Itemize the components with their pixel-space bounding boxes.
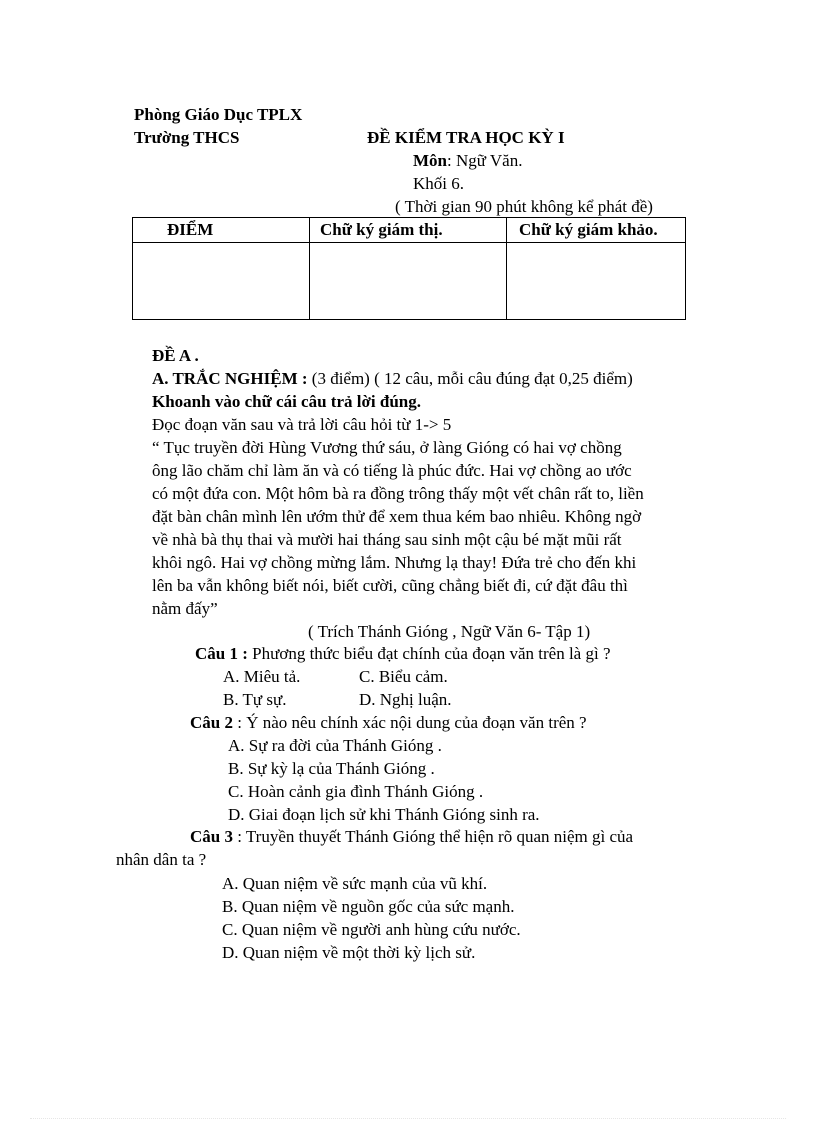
question-3	[190, 826, 633, 848]
passage-line: nằm đấy”	[152, 599, 218, 618]
section-title: A. TRẮC NGHIỆM :	[152, 369, 308, 388]
section-description: (3 điểm) ( 12 câu, mỗi câu đúng đạt 0,25 điểm)	[307, 369, 633, 388]
table-body-row	[133, 243, 686, 320]
exam-duration: ( Thời gian 90 phút không kể phát đề)	[395, 197, 653, 216]
answer-option[interactable]: C. Biểu cảm.	[359, 667, 448, 686]
passage-line: lên ba vẫn không biết nói, biết cười, cũng chẳng biết đi, cứ đặt đâu thì	[152, 576, 628, 595]
reading-instruction: Đọc đoạn văn sau và trả lời câu hỏi từ 1-> 5	[152, 415, 452, 434]
grade-level: Khối 6.	[413, 174, 464, 193]
page-bottom-divider	[30, 1118, 786, 1119]
question-text-continued: nhân dân ta ?	[116, 850, 207, 869]
passage-line: “ Tục truyền đời Hùng Vương thứ sáu, ở làng Gióng có hai vợ chồng	[152, 438, 622, 457]
answer-option[interactable]: B. Sự kỳ lạ của Thánh Gióng .	[228, 759, 435, 778]
question-text: : Truyền thuyết Thánh Gióng thể hiện rõ quan niệm gì của	[232, 827, 634, 846]
subject-value: : Ngữ Văn.	[447, 151, 523, 170]
question-label: Câu 3	[190, 827, 233, 846]
question-label: Câu 2	[190, 713, 233, 732]
passage-line: về nhà bà thụ thai và mười hai tháng sau sinh một cậu bé mặt mũi rất	[152, 530, 622, 549]
question-2	[190, 712, 587, 734]
answer-option[interactable]: D. Quan niệm về một thời kỳ lịch sử.	[222, 943, 476, 962]
passage-source: ( Trích Thánh Gióng , Ngữ Văn 6- Tập 1)	[308, 622, 591, 641]
proctor-signature-cell	[310, 243, 507, 320]
department-name: Phòng Giáo Dục TPLX	[134, 105, 303, 124]
score-cell	[133, 243, 310, 320]
answer-option[interactable]: A. Sự ra đời của Thánh Gióng .	[228, 736, 442, 755]
answer-option[interactable]: A. Miêu tả.	[223, 667, 301, 686]
table-header-row	[133, 218, 686, 243]
answer-option[interactable]: B. Quan niệm về nguồn gốc của sức mạnh.	[222, 897, 515, 916]
school-name: Trường THCS	[134, 128, 240, 147]
subject-label: Môn	[413, 151, 447, 170]
question-text: : Ý nào nêu chính xác nội dung của đoạn văn trên ?	[232, 713, 587, 732]
exam-code: ĐỀ A .	[152, 346, 199, 365]
proctor-signature-header: Chữ ký giám thị.	[310, 218, 507, 243]
answer-option[interactable]: C. Quan niệm về người anh hùng cứu nước.	[222, 920, 521, 939]
grader-signature-header: Chữ ký giám khảo.	[507, 218, 686, 243]
section-heading	[152, 368, 633, 390]
subject-line	[413, 150, 522, 172]
passage-line: khôi ngô. Hai vợ chồng mừng lắm. Nhưng lạ thay! Đứa trẻ cho đến khi	[152, 553, 637, 572]
answer-option[interactable]: A. Quan niệm về sức mạnh của vũ khí.	[222, 874, 488, 893]
score-column-header: ĐIỂM	[133, 218, 310, 243]
answer-option[interactable]: C. Hoàn cảnh gia đình Thánh Gióng .	[228, 782, 484, 801]
grade-signature-table	[132, 217, 686, 320]
answer-instruction: Khoanh vào chữ cái câu trả lời đúng.	[152, 392, 421, 411]
passage-line: ông lão chăm chỉ làm ăn và có tiếng là phúc đức. Hai vợ chồng ao ước	[152, 461, 632, 480]
answer-option[interactable]: B. Tự sự.	[223, 690, 287, 709]
question-text: Phương thức biểu đạt chính của đoạn văn trên là gì ?	[247, 644, 611, 663]
answer-option[interactable]: D. Nghị luận.	[359, 690, 452, 709]
question-label: Câu 1 :	[195, 644, 248, 663]
question-1	[195, 643, 611, 665]
answer-option[interactable]: D. Giai đoạn lịch sử khi Thánh Gióng sinh ra.	[228, 805, 540, 824]
passage-line: đặt bàn chân mình lên ướm thử để xem thua kém bao nhiêu. Không ngờ	[152, 507, 642, 526]
grader-signature-cell	[507, 243, 686, 320]
passage-line: có một đứa con. Một hôm bà ra đồng trông thấy một vết chân rất to, liền	[152, 484, 644, 503]
exam-title: ĐỀ KIỂM TRA HỌC KỲ I	[367, 128, 565, 147]
